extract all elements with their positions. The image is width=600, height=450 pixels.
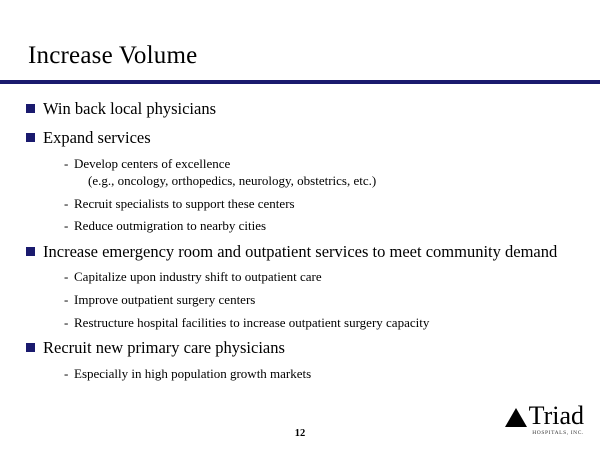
sub-bullet-group — [36, 268, 574, 331]
bullet-level1 — [26, 337, 574, 360]
bullet-text: Increase emergency room and outpatient services to meet community demand — [43, 241, 558, 261]
bullet-level2 — [64, 217, 574, 235]
bullet-text: Recruit new primary care physicians — [43, 338, 285, 358]
dash-bullet-icon: - — [64, 314, 69, 330]
bullet-level1 — [26, 241, 574, 264]
bullet-level2 — [64, 155, 574, 190]
bullet-text: Capitalize upon industry shift to outpatient care — [74, 269, 322, 285]
logo-tagline: HOSPITALS, INC. — [532, 430, 584, 436]
dash-bullet-icon: - — [64, 292, 69, 308]
bullet-text: Recruit specialists to support these centers — [74, 195, 295, 211]
bullet-text: Expand services — [43, 127, 151, 147]
company-logo — [505, 401, 584, 430]
dash-bullet-icon: - — [64, 195, 69, 211]
slide-body — [26, 92, 574, 382]
logo-text: Triad — [528, 401, 584, 430]
square-bullet-icon — [26, 133, 35, 142]
triangle-logo-icon — [505, 408, 527, 427]
square-bullet-icon — [26, 247, 35, 256]
dash-bullet-icon: - — [64, 218, 69, 234]
dash-bullet-icon: - — [64, 155, 69, 171]
square-bullet-icon — [26, 343, 35, 352]
title-divider — [0, 80, 600, 84]
bullet-text-line2: (e.g., oncology, orthopedics, neurology, obstetrics, etc.) — [88, 173, 377, 189]
bullet-level2 — [64, 314, 574, 332]
bullet-level1 — [26, 127, 574, 150]
bullet-level2 — [64, 268, 574, 286]
bullet-text: Especially in high population growth markets — [74, 365, 312, 381]
sub-bullet-group — [36, 365, 574, 383]
bullet-level2 — [64, 195, 574, 213]
bullet-level2 — [64, 291, 574, 309]
bullet-level1 — [26, 98, 574, 121]
sub-bullet-group — [36, 155, 574, 235]
dash-bullet-icon: - — [64, 269, 69, 285]
page-number: 12 — [294, 428, 306, 439]
bullet-text-line1: Develop centers of excellence — [74, 155, 231, 171]
bullet-text: Win back local physicians — [43, 99, 216, 118]
bullet-text — [74, 155, 574, 190]
dash-bullet-icon: - — [64, 365, 69, 381]
page-title: Increase Volume — [28, 42, 198, 69]
square-bullet-icon — [26, 104, 35, 113]
bullet-text: Restructure hospital facilities to increase outpatient surgery capacity — [74, 314, 430, 330]
bullet-text: Reduce outmigration to nearby cities — [74, 218, 267, 234]
bullet-level2 — [64, 365, 574, 383]
bullet-text: Improve outpatient surgery centers — [74, 292, 256, 308]
